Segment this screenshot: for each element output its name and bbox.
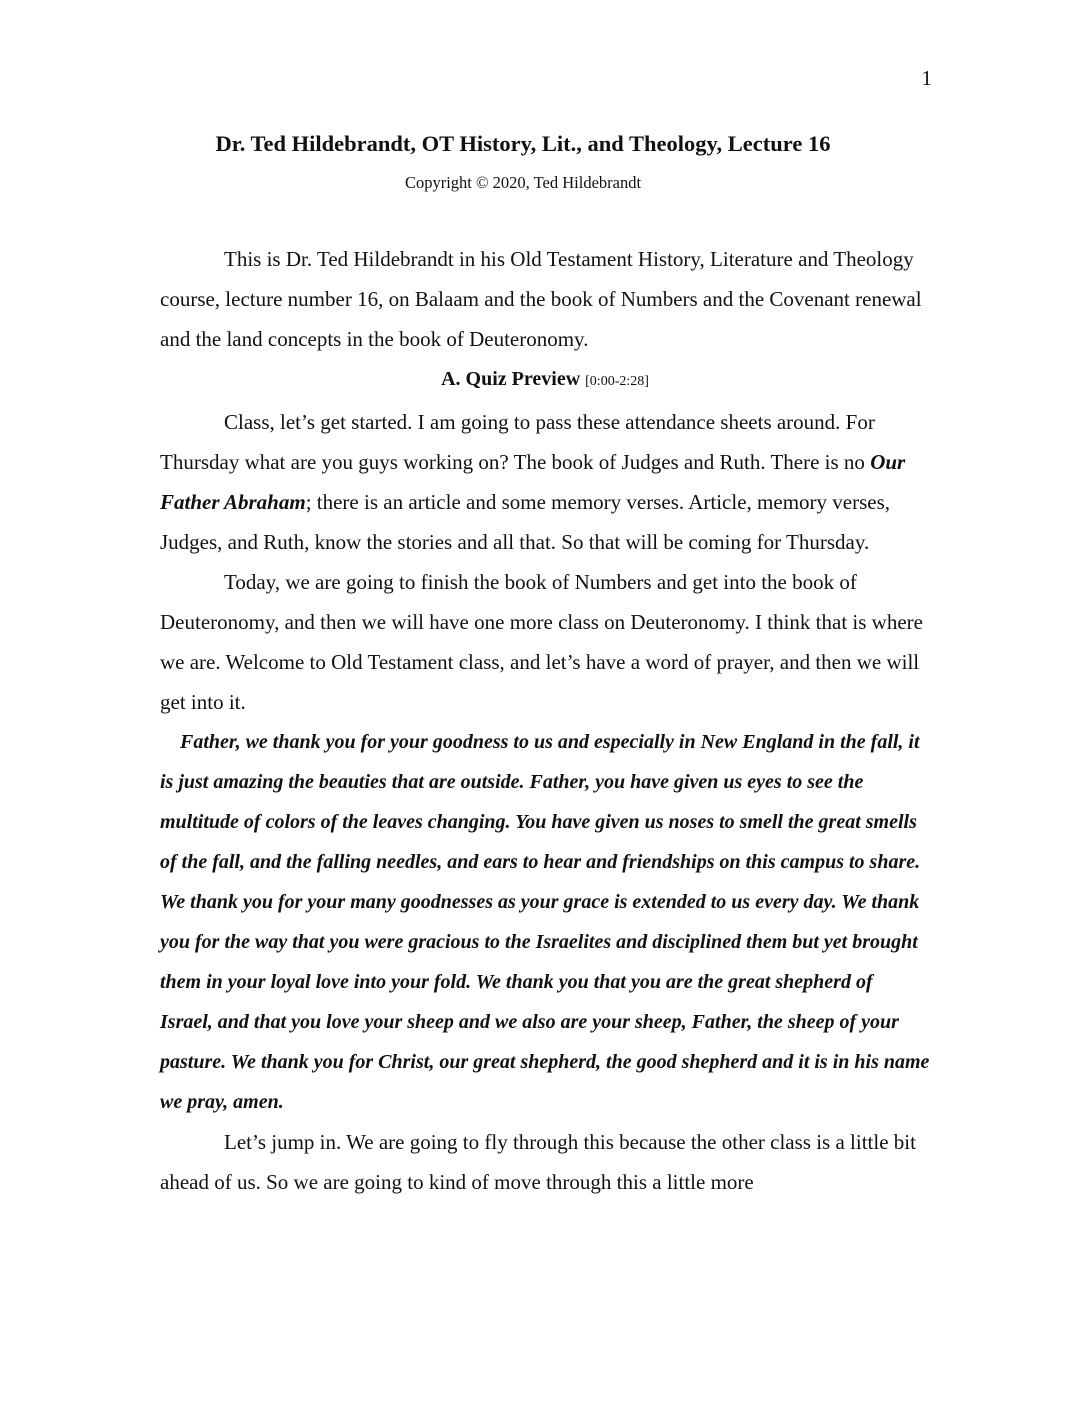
paragraph-jump-in: Let’s jump in. We are going to fly through this because the other class is a little bit ahead of us. So we are going to kind of move through this a little more <box>160 1130 916 1194</box>
intro-paragraph: This is Dr. Ted Hildebrandt in his Old Testament History, Literature and Theology course, lecture number 16, on Balaam and the book of Numbers and the Covenant renewal and the land concepts in the book of Deuteronomy. <box>160 247 922 351</box>
document-title: Dr. Ted Hildebrandt, OT History, Lit., and Theology, Lecture 16 <box>215 131 831 156</box>
copyright-line: Copyright © 2020, Ted Hildebrandt <box>404 173 642 192</box>
section-heading <box>160 359 930 402</box>
paragraph-attendance-end: ; there is an article and some memory verses. Article, memory verses, Judges, and Ruth, know the stories and all that. So that will be coming for Thursday. <box>160 490 890 554</box>
paragraph-attendance-start: Class, let’s get started. I am going to pass these attendance sheets around. For Thursday what are you guys working on? The book of Judges and Ruth. There is no <box>160 410 875 474</box>
paragraph-today: Today, we are going to finish the book of Numbers and get into the book of Deuteronomy, and then we will have one more class on Deuteronomy. I think that is where we are. Welcome to Old Testament class, and let’s have a word of prayer, and then we will get into it. <box>160 570 923 714</box>
paragraph-attendance <box>160 402 930 562</box>
document-body <box>160 239 930 1202</box>
page-number: 1 <box>921 66 932 90</box>
section-timestamp: [0:00-2:28] <box>585 374 649 389</box>
section-heading-title: A. Quiz Preview <box>441 368 581 390</box>
prayer-paragraph: Father, we thank you for your goodness to us and especially in New England in the fall, it is just amazing the beauties that are outside. Father, you have given us eyes to see the multitude of colors of the leaves changing. You have given us noses to smell the great smells of the fall, and the falling needles, and ears to hear and friendships on this campus to share. We thank you for your many goodnesses as your grace is extended to us every day. We thank you for the way that you were gracious to the Israelites and disciplined them but yet brought them in your loyal love into your fold. We thank you that you are the great shepherd of Israel, and that you love your sheep and we also are your sheep, Father, the sheep of your pasture. We thank you for Christ, our great shepherd, the good shepherd and it is in his name we pray, amen. <box>160 731 930 1113</box>
book-title: Our Father Abraham <box>160 450 906 514</box>
